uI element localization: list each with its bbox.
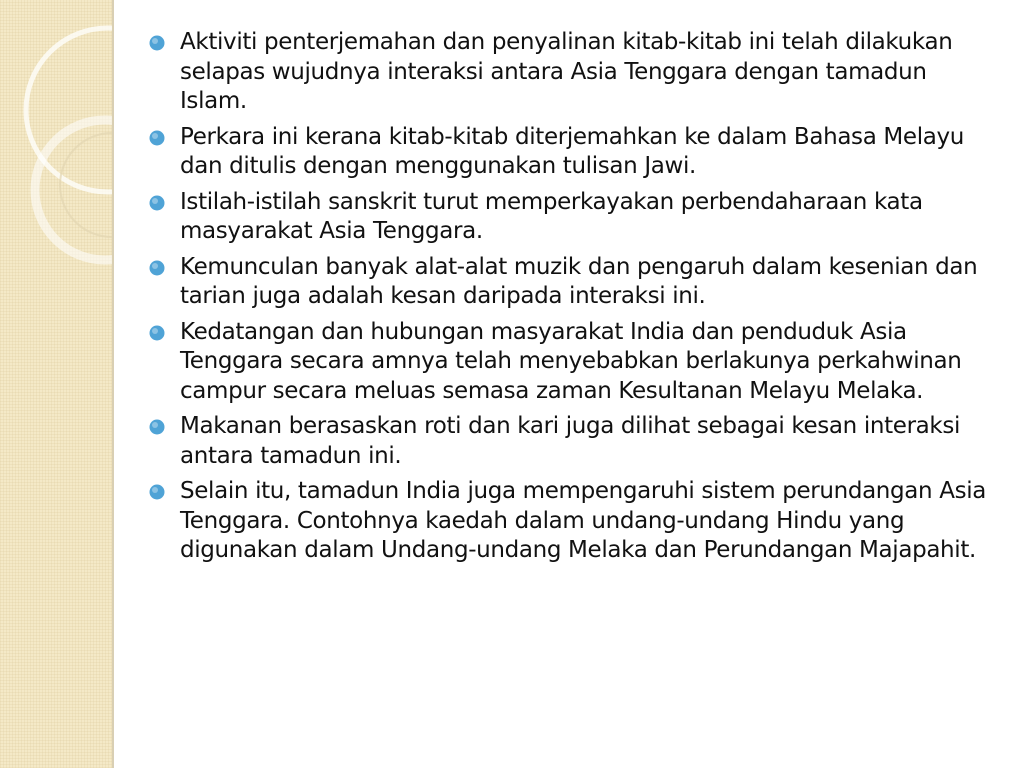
bullet-item bbox=[148, 188, 998, 247]
bullet-circle-icon bbox=[148, 129, 166, 147]
bullet-text: Perkara ini kerana kitab-kitab diterjemahkan ke dalam Bahasa Melayu dan ditulis dengan menggunakan tulisan Jawi. bbox=[180, 123, 964, 179]
bullet-text: Kedatangan dan hubungan masyarakat India dan penduduk Asia Tenggara secara amnya telah menyebabkan berlakunya perkahwinan campur secara meluas semasa zaman Kesultanan Melayu Melaka. bbox=[180, 318, 962, 404]
bullet-list bbox=[148, 28, 998, 566]
bullet-item bbox=[148, 412, 998, 471]
decorative-side-panel bbox=[0, 0, 112, 768]
bullet-text: Selain itu, tamadun India juga mempengaruhi sistem perundangan Asia Tenggara. Contohnya kaedah dalam undang-undang Hindu yang digunakan dalam Undang-undang Melaka dan Perundangan Majapahit. bbox=[180, 478, 987, 563]
bullet-item bbox=[148, 318, 998, 407]
bullet-item bbox=[148, 28, 998, 117]
bullet-circle-icon bbox=[148, 34, 166, 52]
bullet-item bbox=[148, 477, 998, 566]
bullet-item bbox=[148, 253, 998, 312]
bullet-text: Aktiviti penterjemahan dan penyalinan kitab-kitab ini telah dilakukan selapas wujudnya interaksi antara Asia Tenggara dengan tamadun Islam. bbox=[180, 29, 953, 114]
bullet-circle-icon bbox=[148, 483, 166, 501]
bullet-circle-icon bbox=[148, 324, 166, 342]
bullet-circle-icon bbox=[148, 418, 166, 436]
slide-body bbox=[148, 28, 998, 572]
bullet-item bbox=[148, 123, 998, 182]
bullet-circle-icon bbox=[148, 194, 166, 212]
decorative-rings-icon bbox=[0, 0, 112, 768]
bullet-text: Makanan berasaskan roti dan kari juga dilihat sebagai kesan interaksi antara tamadun ini. bbox=[180, 413, 961, 469]
bullet-circle-icon bbox=[148, 259, 166, 277]
side-panel-border bbox=[112, 0, 114, 768]
bullet-text: Kemunculan banyak alat-alat muzik dan pengaruh dalam kesenian dan tarian juga adalah kesan daripada interaksi ini. bbox=[180, 253, 978, 309]
bullet-text: Istilah-istilah sanskrit turut memperkayakan perbendaharaan kata masyarakat Asia Tenggara. bbox=[180, 188, 923, 244]
